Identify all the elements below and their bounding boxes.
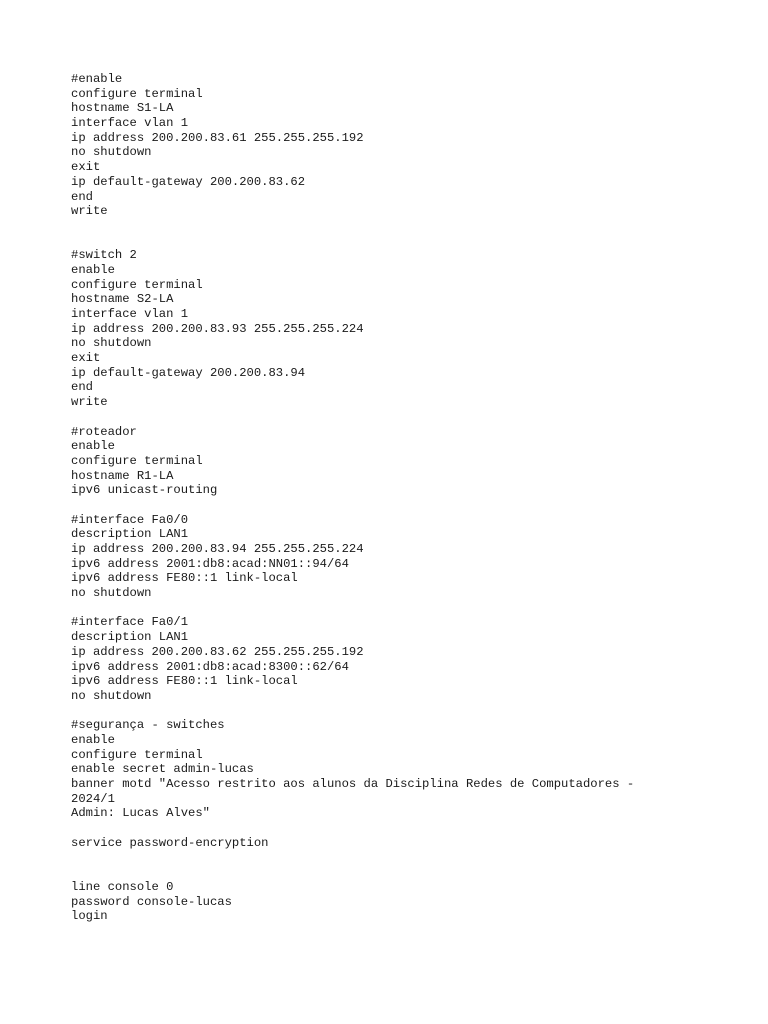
config-line: no shutdown [71,336,152,351]
config-line: description LAN1 [71,630,189,645]
config-line: service password-encryption [71,835,269,850]
config-line: ipv6 unicast-routing [71,483,218,498]
config-line: ip default-gateway 200.200.83.62 [71,174,306,189]
config-line: enable [71,732,115,747]
config-line: #roteador [71,424,137,439]
config-line: enable secret admin-lucas [71,762,254,777]
config-line: ipv6 address 2001:db8:acad:8300::62/64 [71,659,349,674]
config-line: Admin: Lucas Alves" [71,806,210,821]
config-line: no shutdown [71,145,152,160]
blank-line [71,601,731,616]
config-line: ip address 200.200.83.61 255.255.255.192 [71,130,364,145]
config-line: exit [71,351,101,366]
config-line: #interface Fa0/1 [71,615,189,630]
config-line: no shutdown [71,586,152,601]
config-line: login [71,909,108,924]
config-line: #enable [71,72,123,86]
blank-line [71,219,731,234]
blank-line [71,234,731,249]
config-line: ip address 200.200.83.93 255.255.255.224 [71,321,364,336]
config-line: #interface Fa0/0 [71,512,189,527]
config-line: 2024/1 [71,791,115,806]
config-line: #segurança - switches [71,718,225,733]
config-line: ip address 200.200.83.94 255.255.255.224 [71,542,364,556]
config-line: password console-lucas [71,894,232,909]
blank-line [71,865,731,880]
config-line: enable [71,439,115,454]
config-line: configure terminal [71,453,203,468]
config-line: description LAN1 [71,527,189,542]
config-line: interface vlan 1 [71,307,189,321]
config-line: interface vlan 1 [71,116,189,131]
config-line: ip address 200.200.83.62 255.255.255.192 [71,644,364,659]
config-line: exit [71,160,101,175]
config-line: write [71,395,108,410]
blank-line [71,410,731,425]
config-line: no shutdown [71,688,152,703]
config-line: enable [71,262,115,277]
config-text-block [71,72,731,924]
config-line: hostname S2-LA [71,292,174,307]
config-line: line console 0 [71,879,174,894]
config-line: hostname S1-LA [71,101,174,116]
config-line: hostname R1-LA [71,468,174,483]
config-line: ip default-gateway 200.200.83.94 [71,365,306,380]
config-line: configure terminal [71,86,203,101]
config-line: ipv6 address FE80::1 link-local [71,571,298,586]
config-line: write [71,204,108,219]
blank-line [71,850,731,865]
config-line: end [71,189,93,204]
blank-line [71,498,731,513]
config-line: #switch 2 [71,248,137,263]
config-line: ipv6 address FE80::1 link-local [71,674,298,689]
document-page [71,72,731,924]
config-line: banner motd "Acesso restrito aos alunos da Disciplina Redes de Computadores - [71,777,635,791]
config-line: end [71,380,93,395]
config-line: ipv6 address 2001:db8:acad:NN01::94/64 [71,556,349,571]
config-line: configure terminal [71,277,203,292]
config-line: configure terminal [71,747,203,762]
blank-line [71,704,731,719]
blank-line [71,821,731,836]
